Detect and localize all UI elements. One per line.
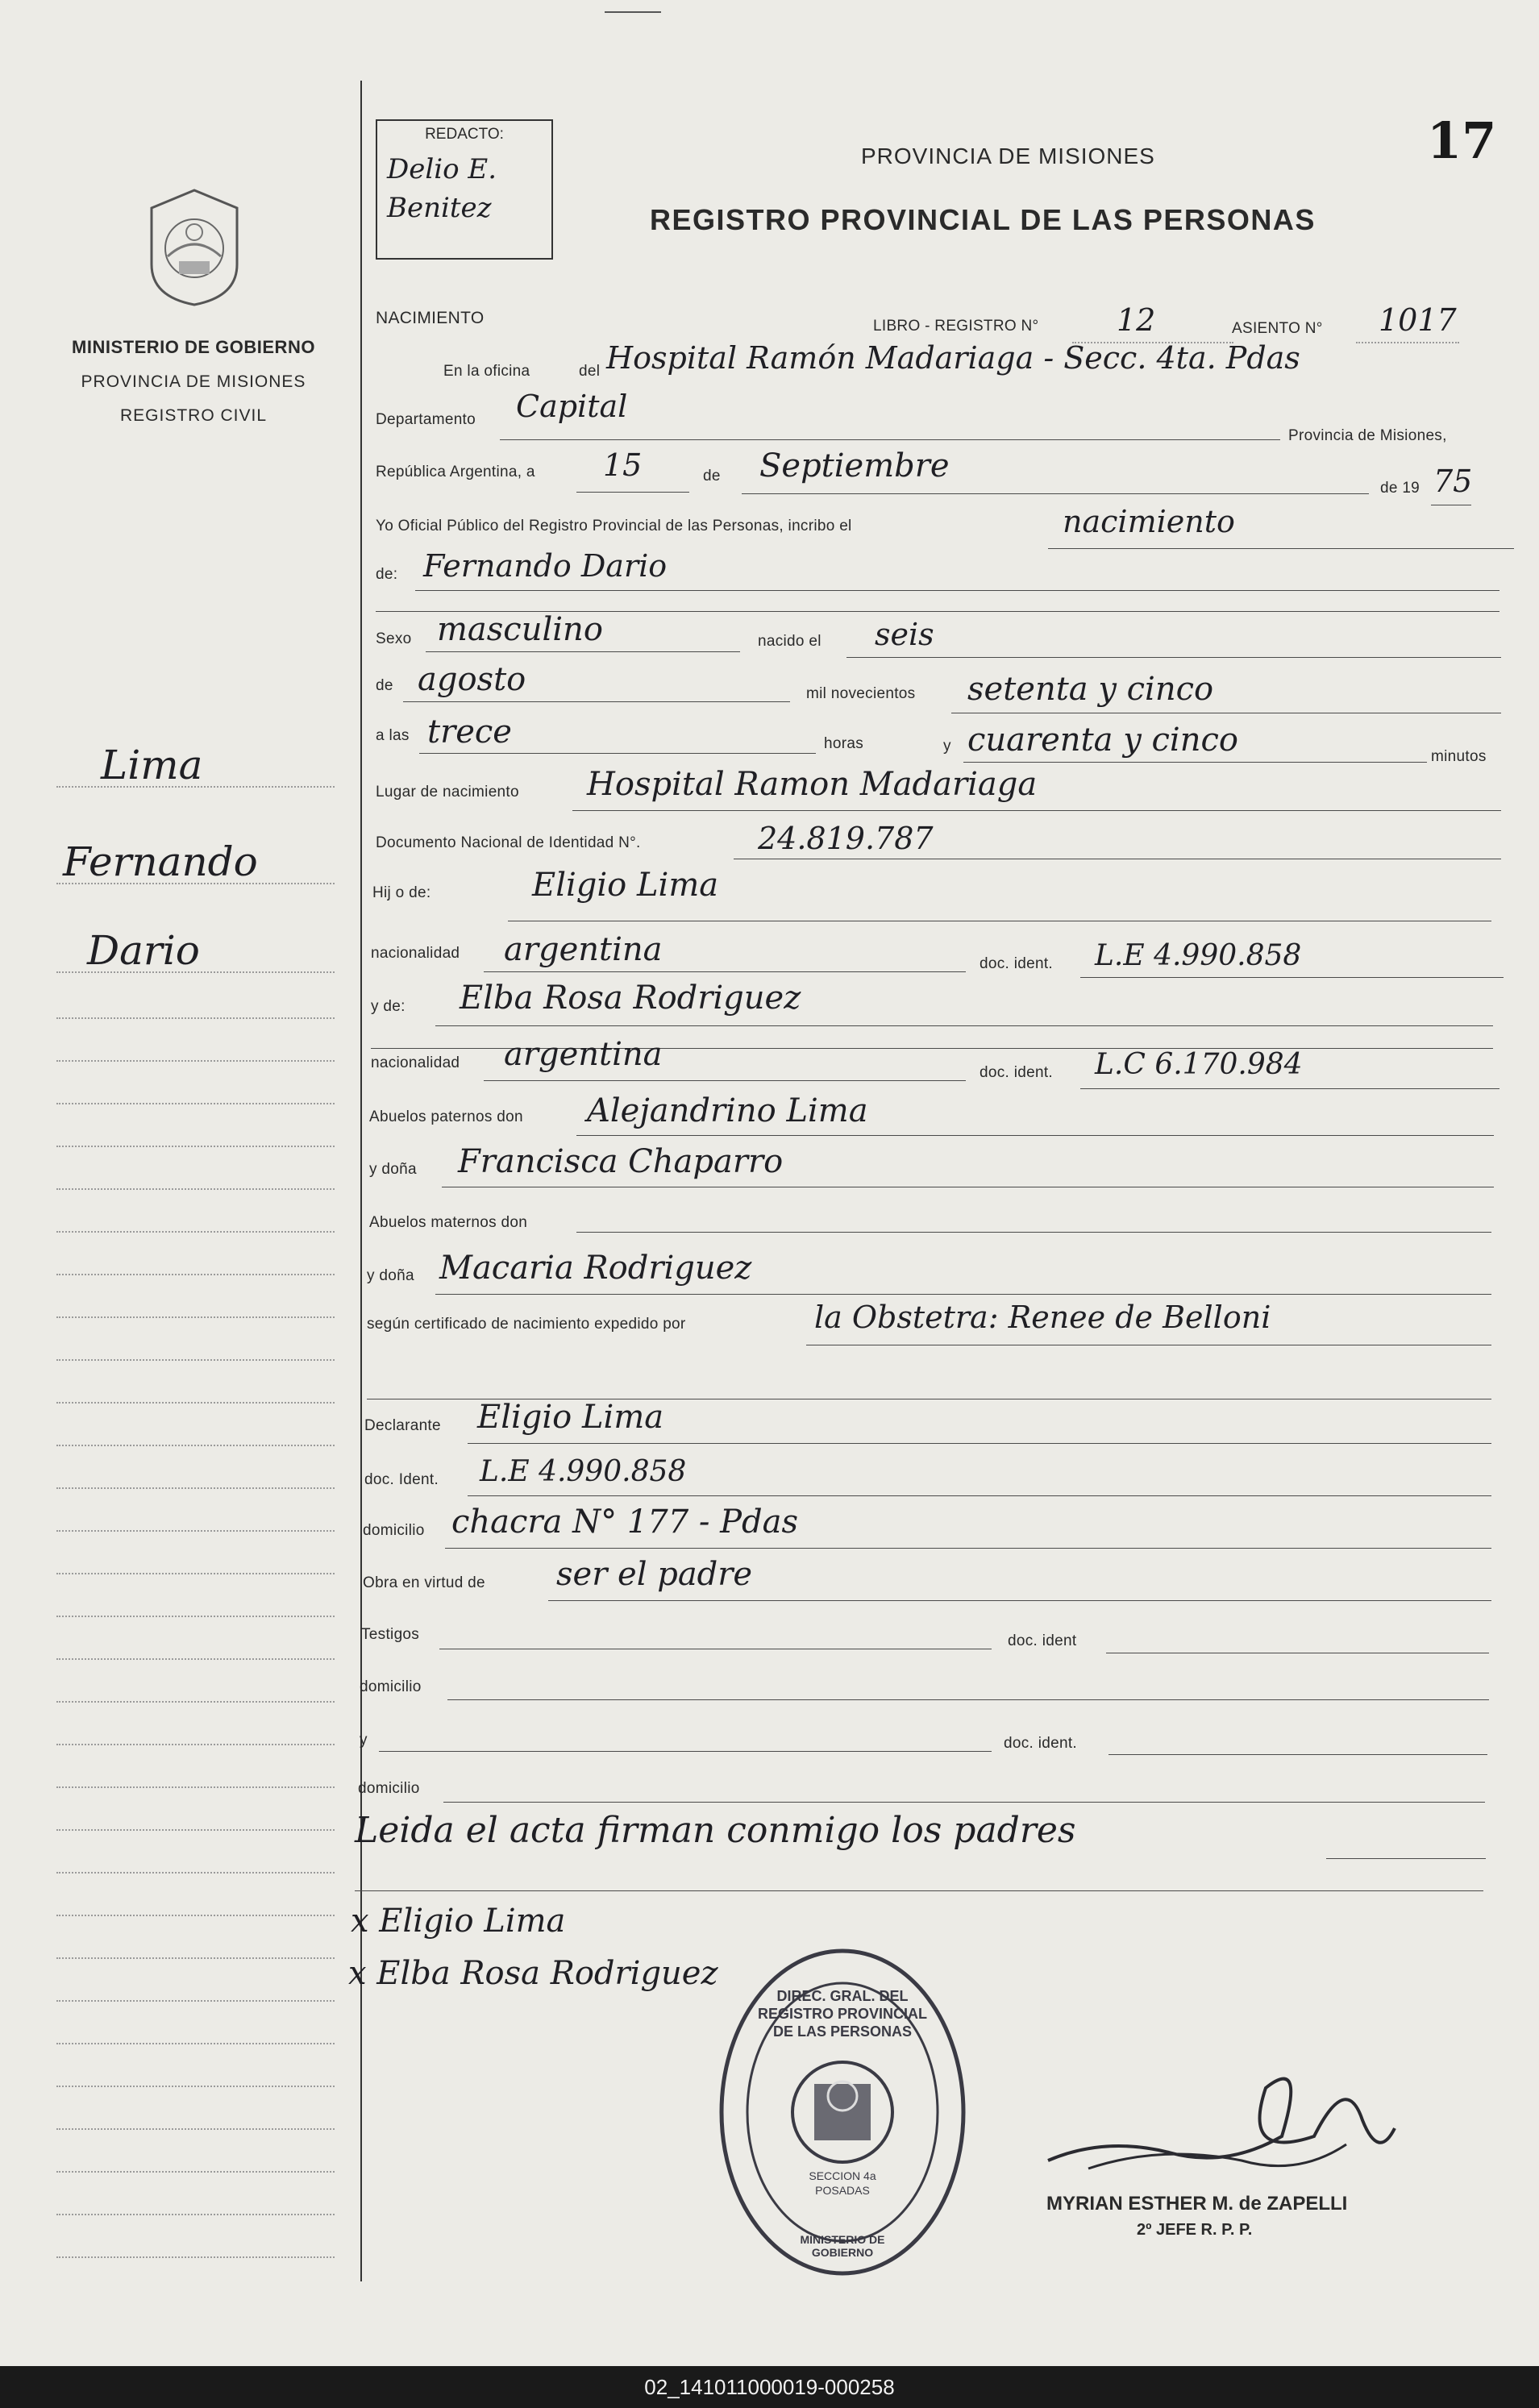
docident5-label: doc. ident. [1004,1735,1077,1752]
republica-label: República Argentina, a [376,464,535,480]
domicilio2-label: domicilio [360,1678,422,1695]
docident1-value: L.E 4.990.858 [1095,939,1302,972]
departamento-value: Capital [516,389,628,424]
departamento-label: Departamento [376,411,476,428]
segun-label: según certificado de nacimiento expedido por [367,1316,686,1333]
nacionalidad2-value: argentina [504,1036,663,1073]
stamp-center-text: SECCION 4a POSADAS [809,2169,876,2197]
nacimiento-label: NACIMIENTO [376,309,485,327]
y2-label: y [360,1732,368,1749]
y-label: y [943,738,951,755]
de-label: de [703,468,721,485]
declarante-value: Eligio Lima [477,1399,664,1436]
obra-value: ser el padre [556,1556,753,1593]
yde-label: y de: [371,998,406,1015]
sexo-label: Sexo [376,630,412,647]
official-signature [1040,2040,1403,2201]
signature-mother: x Elba Rosa Rodriguez [348,1955,718,1992]
yde-value: Elba Rosa Rodriguez [460,979,801,1017]
alas-label: a las [376,727,410,744]
dona-pat-value: Francisca Chaparro [458,1143,784,1180]
segun-value: la Obstetra: Renee de Belloni [814,1300,1271,1335]
docident2-label: doc. ident. [980,1064,1053,1081]
year-value: 75 [1433,464,1473,499]
ministry-registry: REGISTRO CIVIL [119,406,268,425]
abuelos-pat-value: Alejandrino Lima [587,1092,868,1129]
nacido-label: nacido el [758,633,821,650]
redacto-box [376,119,553,260]
mil-label: mil novecientos [806,685,916,702]
testigos-label: Testigos [361,1626,420,1643]
declarante-label: Declarante [364,1417,441,1434]
page-number: 17 [1427,111,1497,170]
docident1-label: doc. ident. [980,955,1053,972]
obra-label: Obra en virtud de [363,1574,485,1591]
ministry-seal-icon [144,184,245,310]
month-value: Septiembre [759,447,950,485]
lugar-value: Hospital Ramon Madariaga [587,766,1038,803]
dona-mat-value: Macaria Rodriguez [439,1250,752,1287]
provincia-suffix: Provincia de Misiones, [1288,427,1447,444]
signature-father: x Eligio Lima [351,1903,566,1940]
de2-value: Fernando Dario [423,548,668,584]
docident4-label: doc. ident [1008,1632,1077,1649]
sexo-value: masculino [437,611,603,648]
minutos-label: minutos [1431,748,1487,765]
nacido-value: seis [875,617,934,652]
margin-surname: Lima [101,742,203,788]
horas-label: horas [824,735,864,752]
domicilio-label: domicilio [363,1522,425,1539]
year-label: de 19 [1380,480,1420,497]
official-title: 2º JEFE R. P. P. [1137,2221,1253,2239]
de2-label: de: [376,566,398,583]
stamp-inner-text: MINISTERIO DE GOBIERNO [800,2233,885,2259]
oficina-value: Hospital Ramón Madariaga - Secc. 4ta. Pdas [606,340,1300,376]
stamp-outer-text: DIREC. GRAL. DEL REGISTRO PROVINCIAL DE LAS PERSONAS [757,1988,927,2040]
ydona-pat-label: y doña [369,1161,417,1178]
hijo-value: Eligio Lima [532,867,719,904]
docident3-label: doc. Ident. [364,1471,439,1488]
hijo-label: Hij o de: [372,884,431,901]
nacionalidad2-label: nacionalidad [371,1054,460,1071]
header-province: PROVINCIA DE MISIONES [861,143,1155,168]
abuelos-mat-label: Abuelos maternos don [369,1214,528,1231]
documento-label: Documento Nacional de Identidad N°. [376,834,641,851]
de3-value: agosto [418,661,526,698]
ydona-mat-label: y doña [367,1267,414,1284]
domicilio-value: chacra N° 177 - Pdas [451,1503,798,1541]
docident3-value: L.E 4.990.858 [480,1455,687,1488]
top-artifact [605,11,661,13]
alas-value: trece [427,713,512,751]
header-title: REGISTRO PROVINCIAL DE LAS PERSONAS [650,203,1316,236]
asiento-value: 1017 [1379,302,1457,338]
libro-label: LIBRO - REGISTRO N° [873,318,1039,335]
de3-label: de [376,677,393,694]
abuelos-pat-label: Abuelos paternos don [369,1108,523,1125]
mil-value: setenta y cinco [967,671,1214,708]
margin-rule [360,81,362,2281]
minutos-value: cuarenta y cinco [967,722,1238,759]
libro-value: 12 [1117,302,1156,338]
docident2-value: L.C 6.170.984 [1095,1048,1303,1081]
oficial-value: nacimiento [1063,504,1235,539]
margin-second-name: Dario [87,927,200,974]
domicilio3-label: domicilio [358,1780,420,1797]
ministry-title: MINISTERIO DE GOBIERNO [72,337,315,357]
oficina-prefix: del [579,363,601,380]
asiento-label: ASIENTO N° [1232,320,1323,337]
nacionalidad1-label: nacionalidad [371,945,460,962]
documento-value: 24.819.787 [758,821,934,856]
oficina-label: En la oficina [443,363,530,380]
redacto-name: Delio E. Benitez [387,153,497,224]
leida-value: Leida el acta firman conmigo los padres [355,1810,1076,1851]
oficial-text: Yo Oficial Público del Registro Provincial de las Personas, incribo el [376,518,852,534]
official-name: MYRIAN ESTHER M. de ZAPELLI [1046,2193,1348,2215]
ministry-province: PROVINCIA DE MISIONES [81,372,306,391]
lugar-label: Lugar de nacimiento [376,784,519,801]
footer-caption: 02_141011000019-000258 [0,2366,1539,2408]
margin-first-name: Fernando [63,838,258,885]
redacto-label: REDACTO: [425,126,504,143]
nacionalidad1-value: argentina [504,931,663,968]
day-value: 15 [603,447,643,483]
